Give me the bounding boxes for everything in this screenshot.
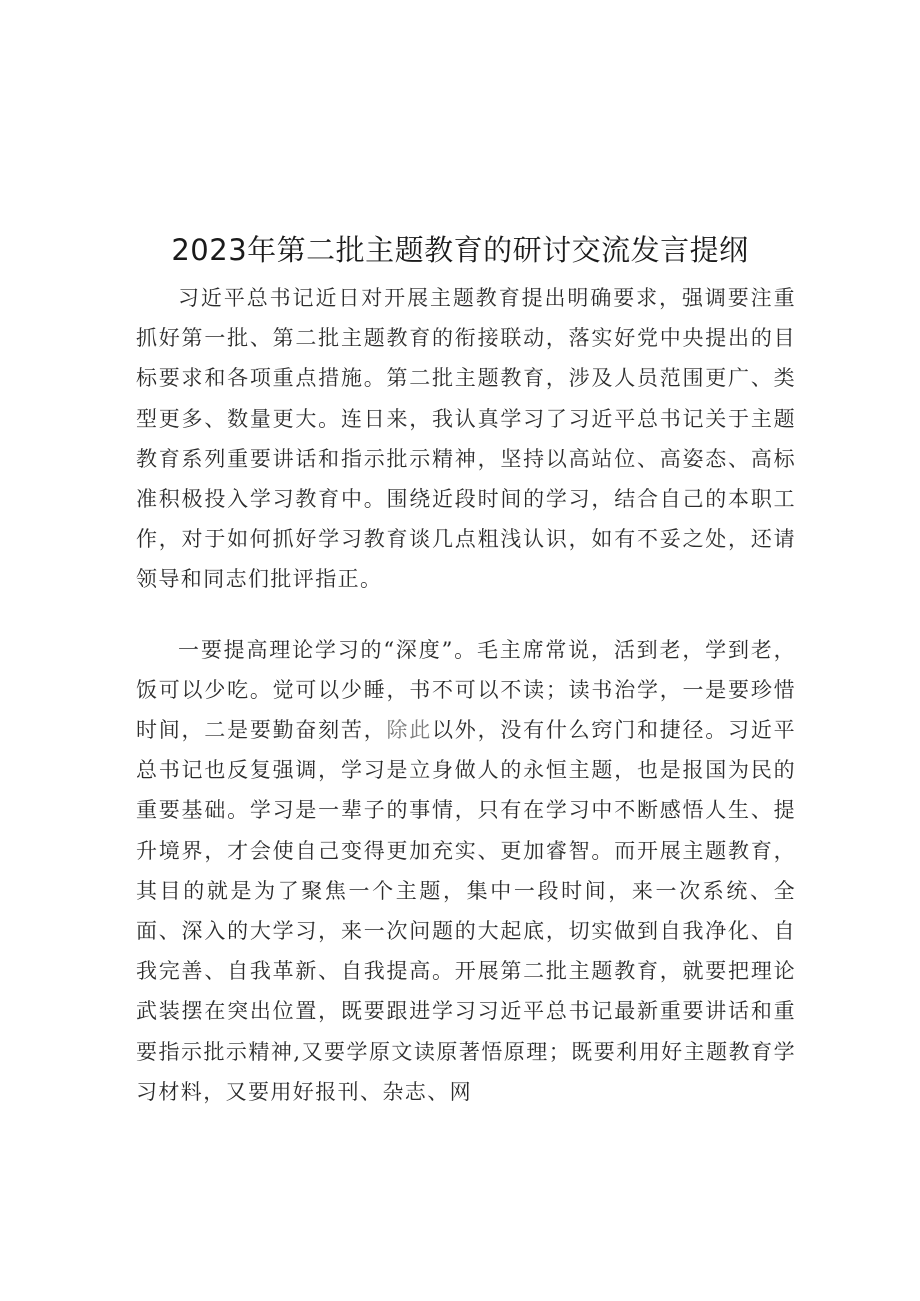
paragraph-text-segment: 一要提高理论学习的“深度”。毛主席常说，活到老，学到老，饭可以少吃。觉可以少睡，书不可以不读；读书治学，一是要珍惜时间，二是要勤奋刻苦，	[136, 637, 796, 743]
paragraph-theory-depth	[136, 630, 796, 1112]
document-body	[136, 278, 796, 1112]
highlighted-text: 除此	[386, 718, 433, 743]
paragraph-intro: 习近平总书记近日对开展主题教育提出明确要求，强调要注重抓好第一批、第二批主题教育的衔接联动，落实好党中央提出的目标要求和各项重点措施。第二批主题教育，涉及人员范围更广、类型更多、数量更大。连日来，我认真学习了习近平总书记关于主题教育系列重要讲话和指示批示精神，坚持以高站位、高姿态、高标准积极投入学习教育中。围绕近段时间的学习，结合自己的本职工作，对于如何抓好学习教育谈几点粗浅认识，如有不妥之处，还请领导和同志们批评指正。	[136, 286, 796, 592]
document-title: 2023年第二批主题教育的研讨交流发言提纲	[171, 233, 749, 267]
paragraph-text-segment: 以外，没有什么窍门和捷径。习近平总书记也反复强调，学习是立身做人的永恒主题，也是报国为民的重要基础。学习是一辈子的事情，只有在学习中不断感悟人生、提升境界，才会使自己变得更加充实、更加睿智。而开展主题教育，其目的就是为了聚焦一个主题，集中一段时间，来一次系统、全面、深入的大学习，来一次问题的大起底，切实做到自我净化、自我完善、自我革新、自我提高。开展第二批主题教育，就要把理论武装摆在突出位置，既要跟进学习习近平总书记最新重要讲话和重要指示批示精神,又要学原文读原著悟原理；既要利用好主题教育学习材料，又要用好报刊、杂志、网	[136, 718, 796, 1104]
